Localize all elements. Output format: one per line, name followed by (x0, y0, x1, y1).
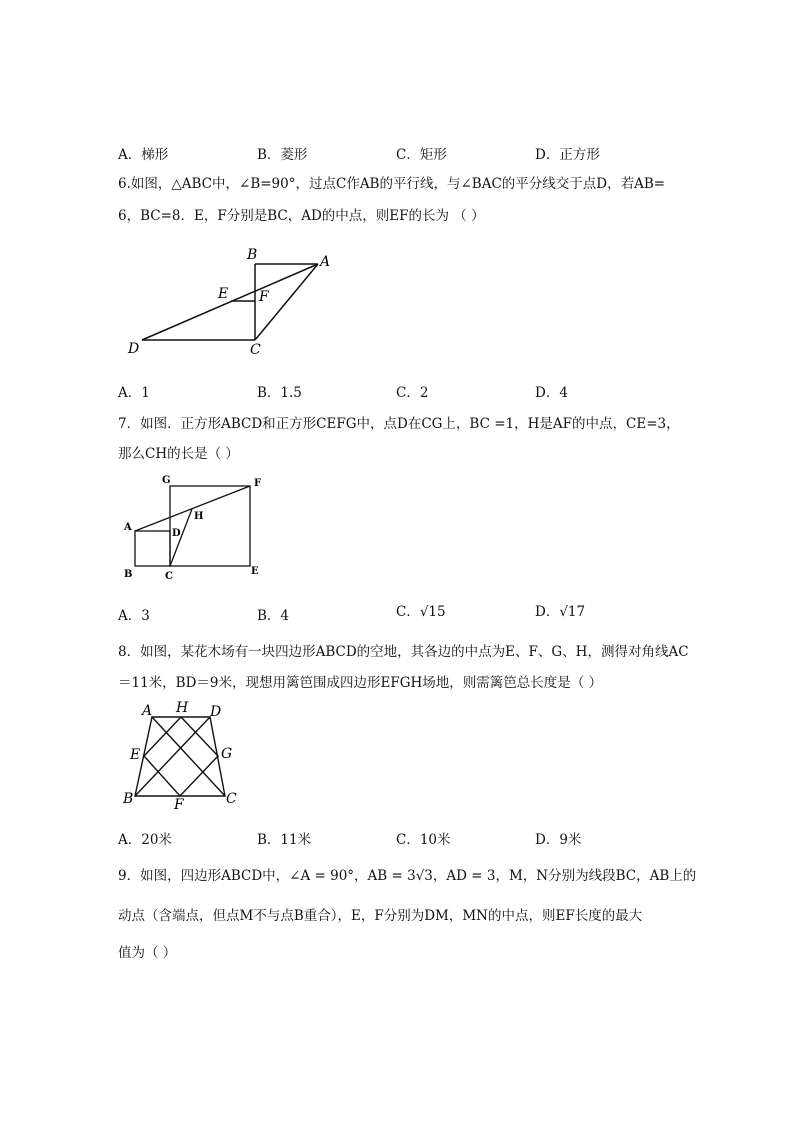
q9-stem-line3: 值为（ ） (118, 945, 177, 961)
q7-label-a: A (124, 522, 132, 533)
q5-option-d: D．正方形 (535, 147, 600, 163)
q8-label-e: E (130, 747, 141, 763)
q6-label-f: F (259, 289, 269, 305)
q7-label-c: C (165, 571, 173, 582)
q6-label-c: C (250, 342, 261, 358)
q8-option-b: B．11米 (257, 832, 312, 848)
q6-option-c: C．2 (396, 385, 429, 401)
q7-option-d: D．√17 (535, 604, 586, 620)
q8-label-c: C (226, 791, 237, 807)
q8-option-a: A．20米 (118, 832, 172, 848)
q6-stem-line1: 6.如图，△ABC中，∠B=90°，过点C作AB的平行线，与∠BAC的平分线交于点D，若AB= (118, 176, 666, 192)
q8-label-h: H (176, 700, 189, 716)
q7-label-g: G (162, 475, 171, 486)
q6-label-e: E (218, 286, 229, 302)
q9-stem-line2: 动点（含端点，但点M不与点B重合），E，F分别为DM，MN的中点，则EF长度的最大 (118, 908, 643, 924)
q7-label-b: B (124, 569, 133, 580)
q8-label-b: B (123, 791, 134, 807)
q7-stem-line1: 7．如图．正方形ABCD和正方形CEFG中，点D在CG上，BC =1，H是AF的中点，CE=3， (118, 416, 680, 432)
q8-label-f: F (174, 797, 184, 813)
q6-label-a: A (320, 254, 331, 270)
q8-option-d: D．9米 (535, 832, 582, 848)
q8-option-c: C．10米 (396, 832, 451, 848)
q7-label-f: F (254, 478, 262, 489)
q7-option-a: A．3 (118, 608, 150, 624)
q6-option-b: B．1.5 (257, 385, 302, 401)
q8-stem-line2: ＝11米，BD＝9米，现想用篱笆围成四边形EFGH场地，则需篱笆总长度是（ ） (118, 675, 603, 691)
q8-label-a: A (142, 703, 153, 719)
q9-stem-line1: 9．如图，四边形ABCD中，∠A = 90°，AB = 3√3，AD = 3，M，N分别为线段BC，AB上的 (118, 868, 697, 884)
q5-option-b: B．菱形 (257, 147, 308, 163)
q6-label-b: B (247, 247, 258, 263)
q7-option-c: C．√15 (396, 604, 446, 620)
q6-option-a: A．1 (118, 385, 150, 401)
q8-label-g: G (221, 746, 233, 762)
q7-label-e: E (251, 566, 259, 577)
q5-option-c: C．矩形 (396, 147, 447, 163)
q6-label-d: D (128, 341, 140, 357)
q7-label-d: D (172, 528, 181, 539)
q6-option-d: D．4 (535, 385, 568, 401)
q5-option-a: A．梯形 (118, 147, 169, 163)
q8-label-d: D (210, 704, 222, 720)
q6-stem-line2: 6，BC=8．E，F分别是BC，AD的中点，则EF的长为 （ ） (118, 208, 485, 224)
q7-option-b: B．4 (257, 608, 290, 624)
q7-label-h: H (194, 511, 204, 522)
q8-stem-line1: 8．如图，某花木场有一块四边形ABCD的空地，其各边的中点为E、F、G、H，测得对角线AC (118, 644, 689, 660)
q7-stem-line2: 那么CH的长是（ ） (118, 446, 239, 462)
